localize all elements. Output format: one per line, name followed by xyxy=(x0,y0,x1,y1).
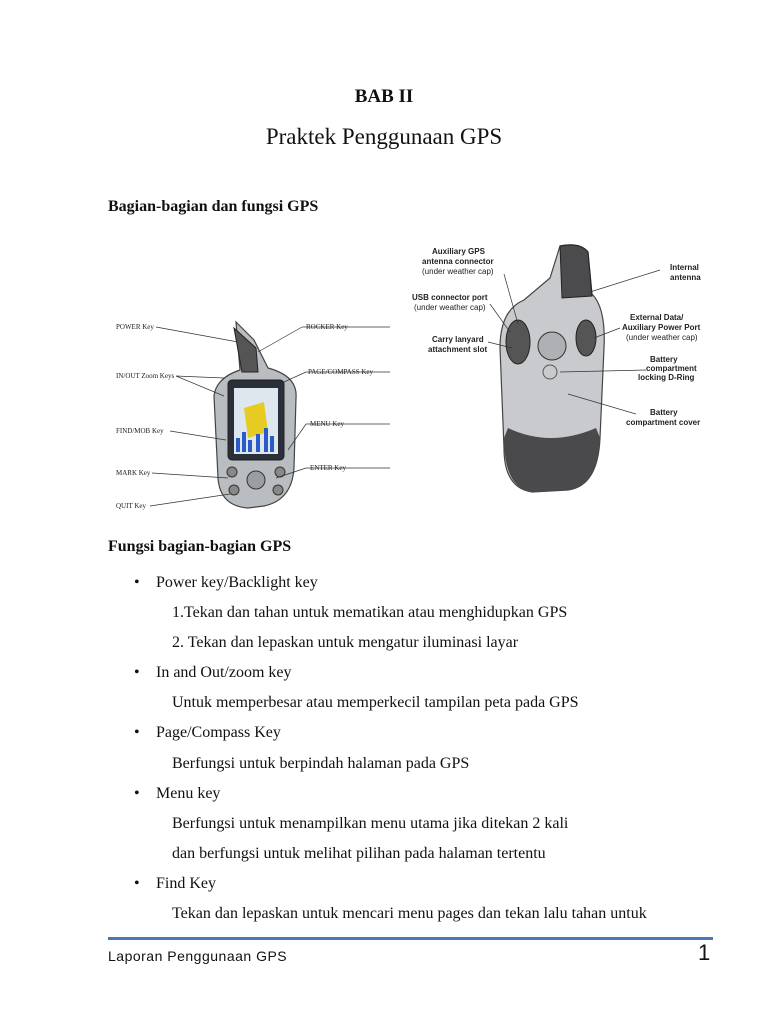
label-batt-cover-2: compartment cover xyxy=(626,418,701,427)
list-item xyxy=(134,875,216,893)
item-label: Page/Compass Key xyxy=(156,724,281,741)
label-usb-1: USB connector port xyxy=(412,293,488,302)
item-line: 2. Tekan dan lepaskan untuk mengatur iluminasi layar xyxy=(172,634,519,651)
item-label: Find Key xyxy=(156,875,216,892)
gps-front-figure xyxy=(108,300,390,522)
bullet-icon: • xyxy=(134,574,140,591)
label-aux-gps-3: (under weather cap) xyxy=(422,267,494,276)
item-label: Power key/Backlight key xyxy=(156,574,318,591)
label-inout-keys: IN/OUT Zoom Keys xyxy=(116,372,175,380)
item-line: dan berfungsi untuk melihat pilihan pada halaman tertentu xyxy=(172,845,546,862)
item-label: Menu key xyxy=(156,785,221,802)
label-internal-2: antenna xyxy=(670,273,701,282)
label-batt-ring-2: compartment xyxy=(646,364,697,373)
label-batt-ring-1: Battery xyxy=(650,355,678,364)
bullet-icon: • xyxy=(134,875,140,892)
footer-divider xyxy=(108,937,713,940)
bullet-icon: • xyxy=(134,785,140,802)
label-findmob-key: FIND/MOB Key xyxy=(116,427,164,435)
label-internal-1: Internal xyxy=(670,263,699,272)
list-item xyxy=(134,785,220,803)
label-power-key: POWER Key xyxy=(116,323,154,331)
label-usb-2: (under weather cap) xyxy=(414,303,486,312)
label-batt-cover-1: Battery xyxy=(650,408,678,417)
label-quit-key: QUIT Key xyxy=(116,502,147,510)
label-ext-1: External Data/ xyxy=(630,313,684,322)
label-ext-3: (under weather cap) xyxy=(626,333,698,342)
item-line: Tekan dan lepaskan untuk mencari menu pages dan tekan lalu tahan untuk xyxy=(172,905,647,922)
label-enter-key: ENTER Key xyxy=(310,464,346,472)
label-ext-2: Auxiliary Power Port xyxy=(622,323,701,332)
label-lanyard-2: attachment slot xyxy=(428,345,488,354)
bullet-icon: • xyxy=(134,724,140,741)
item-line: 1.Tekan dan tahan untuk mematikan atau menghidupkan GPS xyxy=(172,604,568,621)
label-aux-gps-1: Auxiliary GPS xyxy=(432,247,485,256)
label-page-compass-key: PAGE/COMPASS Key xyxy=(308,368,374,376)
chapter-label: BAB II xyxy=(354,86,414,107)
item-line: Untuk memperbesar atau memperkecil tampilan peta pada GPS xyxy=(172,694,579,711)
gps-back-figure xyxy=(400,238,712,528)
section-heading-parts: Bagian-bagian dan fungsi GPS xyxy=(108,198,319,215)
label-batt-ring-3: locking D-Ring xyxy=(638,373,695,382)
item-label: In and Out/zoom key xyxy=(156,664,292,681)
item-line: Berfungsi untuk berpindah halaman pada GPS xyxy=(172,755,470,772)
page-number: 1 xyxy=(698,940,711,965)
section-heading-functions: Fungsi bagian-bagian GPS xyxy=(108,538,292,555)
label-mark-key: MARK Key xyxy=(116,469,151,477)
label-aux-gps-2: antenna connector xyxy=(422,257,494,266)
label-menu-key: MENU Key xyxy=(310,420,345,428)
list-item xyxy=(134,574,318,592)
bullet-icon: • xyxy=(134,664,140,681)
list-item xyxy=(134,664,292,682)
footer-text: Laporan Penggunaan GPS xyxy=(108,948,288,964)
label-lanyard-1: Carry lanyard xyxy=(432,335,484,344)
page-title: Praktek Penggunaan GPS xyxy=(265,124,503,149)
list-item xyxy=(134,724,281,742)
item-line: Berfungsi untuk menampilkan menu utama jika ditekan 2 kali xyxy=(172,815,569,832)
label-rocker-key: ROCKER Key xyxy=(306,323,348,331)
